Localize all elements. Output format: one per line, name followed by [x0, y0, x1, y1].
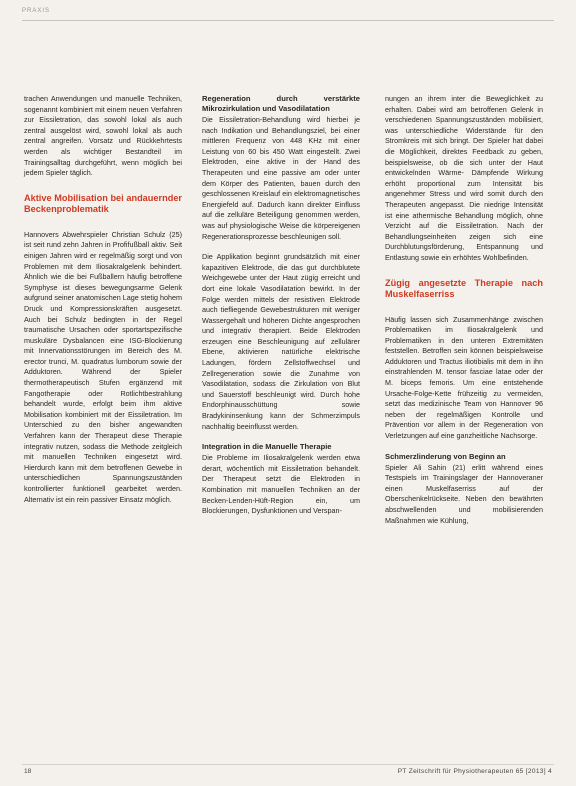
col2-paragraph-1: Die Eissiletration-Behandlung wird hierbei je nach Indikation und Behandlungsziel, bei einer mittleren Frequenz von 448 KHz mit einer Leistung von 60 bis 450 Watt eingestellt. Zwei Elektroden, eine aktive in der Hand des Therapeuten und eine passive am oder unter dem Körper des Patienten, bauen durch den geschlossenen Kreislauf ein elektromagnetisches Energiefeld auf. Dadurch kann direkter Einfluss auf die zelluläre Beteiligung genommen werden, was auf physiologische Weise die körpereigenen Regenerationsprozesse beschleunigen soll. — [202, 115, 360, 241]
col2-paragraph-2: Die Applikation beginnt grundsätzlich mit einer kapazitiven Elektrode, die das gut durchblutete Weichgewebe unter der Haut zügig erreicht und dort eine lokale Vasodilatation bewirkt. In der Folge werden mittels der resistiven Elektrode auch tiefliegende Gewebestrukturen mit weniger Wassergehalt und höheren Dichte angesprochen und integrativ therapiert. Beide Elektroden erzeugen eine Beschleunigung auf zellulärer Ebene, aktivieren natürliche elektrische Ladungen, fördern Zellstoffwechsel und Zellregeneration sowie die Zunahme von Vasodilatation, sodass die Zirkulation von Blut und Sauerstoff beschleunigt wird. Durch hohe Endorphinausschüttung sowie Bradykininsenkung kann der Schmerzimpuls nachhaltig beeinflusst werden. — [202, 252, 360, 431]
col3-paragraph-2: Häufig lassen sich Zusammenhänge zwischen Problematiken im Iliosakralgelenk und Problematiken in den unteren Extremitäten feststellen. Betroffen sein können beispielsweise Adduktoren und Tractus iliotibialis mit dem in ihn einstrahlenden M. tensor fasciae latae oder der M. biceps femoris. Um eine entstehende Ursache-Folge-Kette frühzeitig zu vermeiden, setzt das medizinische Team von Hannover 96 neben der regelmäßigen Kontrolle und Prävention vor allem in der Regeneration von Verletzungen auf eine ganzheitliche Nachsorge. — [385, 314, 543, 441]
col2-heading-1: Regeneration durch verstärkte Mikrozirkulation und Vasodilatation — [202, 94, 360, 113]
col3-heading-2: Schmerzlinderung von Beginn an — [385, 451, 506, 461]
col2-paragraph-3: Die Probleme im Iliosakralgelenk werden etwa derart, wöchentlich mit Eissiletration behandelt. Der Therapeut setzt die Elektroden in Kombination mit manuellen Techniken an der Becken-Lenden-Hüft-Region ein, um Blockierungen, Dysfunktionen und Verspan- — [202, 453, 360, 516]
col3-paragraph-1: nungen an ihrem inter die Beweglichkeit zu erhalten. Dabei wird am betroffenen Gelenk in verschiedenen Spannungszuständen mobilisiert, was unterschiedliche Widerstände für den Stromkreis mit sich bringt. Der Spieler hat dabei die Möglichkeit, direktes Feedback zu geben, beispielsweise, ob die sich unter der Haut entwickelnden Wärme- Dämpfende Wirkung erhöht proportional zum Intensität bis angenehmer Stress und wird somit durch den Therapeuten angepasst. Die niedrige Intensität ist eine athermische Behandlung möglich, ohne Verzicht auf die Eissiletration. Nach der Behandlungseinheiten zeigen sich eine Durchblutungsförderung, Entspannung und Entlastung sowie ein erhöhtes Wohlbefinden. — [385, 94, 543, 262]
journal-citation: PT Zeitschrift für Physiotherapeuten 65 [2013] 4 — [397, 768, 552, 775]
top-rule — [22, 20, 554, 21]
col3-paragraph-3: Spieler Ali Sahin (21) erlitt während eines Testspiels im Trainingslager der Hannoveraner einen Muskelfaserriss auf der Oberschenkelrückseite. Neben den bewährten abschwellenden und mobilisierenden Maßnahmen wie Kühlung, — [385, 462, 543, 525]
column-1 — [24, 94, 182, 515]
col1-paragraph-2: Hannovers Abwehrspieler Christian Schulz (25) ist seit rund zehn Jahren in Profifußball aktiv. Seit einigen Jahren wird er regelmäßig sorgt und von Problemen mit dem Iliosakralgelenk behindert. Ähnlich wie die bei Fußballern häufig betroffene Symphyse ist dieses bewegungsarme Gelenk aufgrund seiner anatomischen Lage stetig hohem Druck und Kompressionskräften ausgesetzt. Auch bei Schulz bedingten in der Regel traumatische Ursachen oder sportartspezifische muskuläre Dysbalancen eine ISG-Blockierung mit Innervationsstörungen im Bereich des M. erector trunci, M. quadratus lumborum sowie der Adduktoren. Während der Spieler thermotherapeutisch Stufen ergänzend mit Fangotherapie oder Rotlichtbestrahlung behandelt wurde, erfolgt beim ihm aktive Mobilisation kombiniert mit der Eissiletration. Im Unterschied zu den bisher angewandten Verfahren kann der Therapeut diese Therapie integrativ nutzen, sodass die Methode zeitgleich mit manuellen Techniken eingesetzt wird. Hierdurch kann mit dem betroffenen Gewebe in unterschiedlichen Spannungszuständen kontrollierter funktionell gearbeitet werden. Alternativ ist ein rein passiver Einsatz möglich. — [24, 229, 182, 504]
col3-heading: Zügig angesetzte Therapie nach Muskelfaserriss — [385, 277, 543, 299]
col2-heading-2: Integration in die Manuelle Therapie — [202, 442, 332, 452]
bottom-rule — [22, 764, 554, 765]
page-number: 18 — [24, 768, 32, 775]
section-label: PRAXIS — [22, 8, 51, 14]
col1-heading: Aktive Mobilisation bei andauernder Beckenproblematik — [24, 192, 182, 215]
col1-paragraph-1: trachen Anwendungen und manuelle Techniken, sogenannt kombiniert mit einem neuen Verfahren zur Eissiletration, das sowohl lokal als auch zentral ausgelöst wird, sowohl lokal als auch zentral angreifen. Vorsatz und Rückkehrtests werden als wichtiger Bestandteil im Trainingsalltag durchgeführt, wenn möglich bei jedem Spieler täglich. — [24, 94, 182, 178]
column-3 — [385, 94, 543, 536]
column-2 — [202, 94, 360, 527]
